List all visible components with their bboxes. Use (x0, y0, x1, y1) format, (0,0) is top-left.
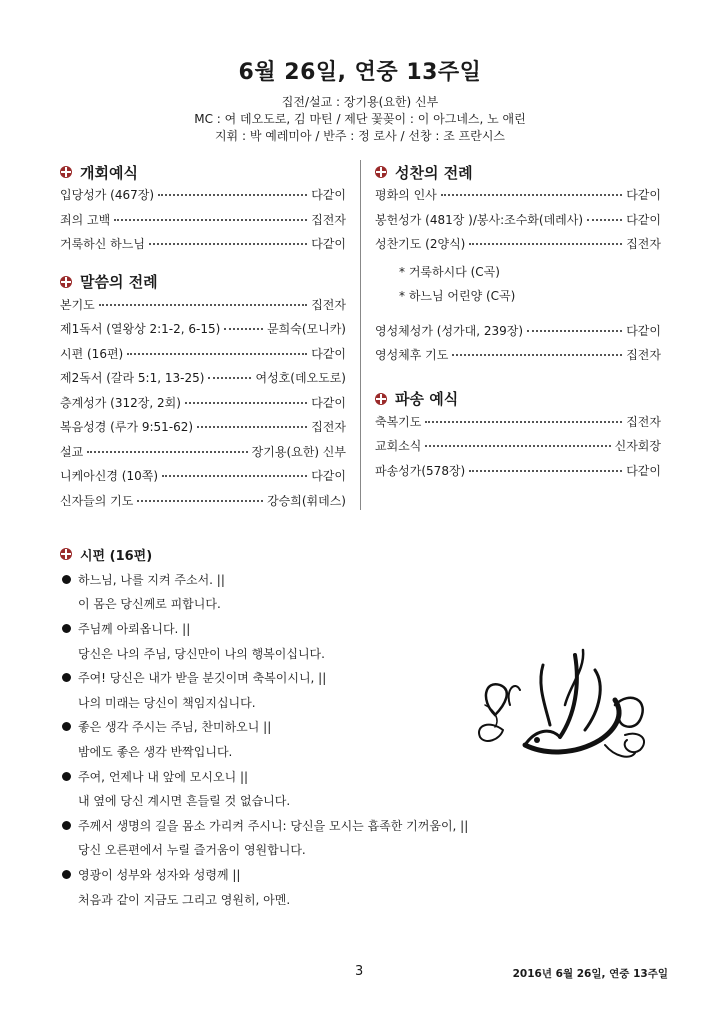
item-label: 시편 (16편) (60, 346, 124, 361)
leader-dots (158, 194, 307, 196)
leader-dots (127, 353, 307, 355)
order-item (375, 437, 661, 462)
item-who: 다같이 (626, 188, 661, 202)
item-who: 다같이 (626, 463, 661, 478)
sub-item: * 거룩하시다 (C곡) (399, 265, 500, 279)
item-who: 집전자 (311, 420, 346, 434)
item-label: 파송성가(578장) (375, 463, 466, 478)
item-who: 강승희(휘데스) (267, 493, 346, 508)
item-who: 집전자 (626, 348, 661, 362)
leader-dots (137, 500, 263, 502)
item-label: 층계성가 (312장, 2회) (60, 395, 181, 410)
verse-line: 내 옆에 당신 계시면 흔들릴 것 없습니다. (78, 794, 291, 809)
order-item (60, 394, 346, 419)
bullet-icon (62, 722, 71, 731)
order-item (60, 443, 346, 468)
item-who: 문희숙(모니카) (267, 322, 346, 336)
order-item (375, 235, 661, 260)
item-who: 집전자 (311, 212, 346, 227)
order-item (60, 186, 346, 211)
bullet-icon (62, 870, 71, 879)
verse-line: 영광이 성부와 성자와 성령께 || (60, 862, 660, 887)
verse-line: 주님께 아뢰옵니다. || (60, 616, 660, 641)
leader-dots (425, 445, 610, 447)
bullet-icon (62, 821, 71, 830)
credits (0, 94, 720, 145)
credit-line: 집전/설교 : 장기용(요한) 신부 (281, 95, 439, 109)
item-label: 죄의 고백 (60, 212, 111, 227)
bullet-icon (62, 673, 71, 682)
leader-dots (162, 475, 307, 477)
item-label: 제1독서 (열왕상 2:1-2, 6-15) (60, 322, 221, 336)
order-item (60, 211, 346, 236)
order-item (375, 462, 661, 487)
item-label: 니케아신경 (10쪽) (60, 469, 158, 483)
bullet-icon (62, 575, 71, 584)
cross-icon (60, 166, 72, 178)
item-who: 집전자 (626, 414, 661, 429)
leader-dots (452, 354, 622, 356)
order-item (60, 418, 346, 443)
page-title: 6월 26일, 연중 13주일 (238, 60, 482, 85)
section-heading-label: 개회예식 (80, 163, 138, 182)
verse-line: 이 몸은 당신께로 피합니다. (78, 597, 221, 612)
leader-dots (469, 470, 622, 472)
order-item (375, 211, 661, 236)
item-who: 집전자 (626, 237, 661, 251)
order-item (375, 322, 661, 347)
cross-icon (60, 276, 72, 288)
order-item (60, 492, 346, 517)
section-heading-psalm (60, 541, 660, 567)
cross-icon (375, 166, 387, 178)
verse-line: 하느님, 나를 지켜 주소서. || (60, 567, 660, 592)
order-item (375, 413, 661, 438)
order-item (60, 369, 346, 394)
item-label: 본기도 (60, 297, 95, 312)
verse-line: 주여, 언제나 내 앞에 모시오니 || (60, 764, 660, 789)
item-who: 다같이 (311, 346, 346, 361)
item-label: 신자들의 기도 (60, 493, 134, 508)
leader-dots (469, 243, 622, 245)
section-heading-label: 말씀의 전례 (80, 273, 158, 291)
column-divider (360, 160, 361, 510)
item-label: 봉헌성가 (481장 )/봉사:조수화(데레사) (375, 212, 584, 227)
verse-line: 주께서 생명의 길을 몸소 가리켜 주시니: 당신을 모시는 흡족한 기꺼움이, || (60, 813, 660, 838)
leader-dots (114, 219, 307, 221)
credit-line: 지휘 : 박 예레미아 / 반주 : 정 로사 / 선창 : 조 프란시스 (214, 129, 506, 143)
item-who: 다같이 (311, 395, 346, 410)
item-label: 복음성경 (루가 9:51-62) (60, 420, 194, 434)
item-label: 설교 (60, 444, 84, 459)
order-item (375, 186, 661, 211)
item-label: 입당성가 (467장) (60, 188, 155, 202)
item-who: 다같이 (626, 212, 661, 227)
item-label: 영성체후 기도 (375, 348, 449, 362)
cross-icon (375, 393, 387, 405)
item-who: 다같이 (311, 237, 346, 251)
item-label: 성찬기도 (2양식) (375, 237, 466, 251)
leader-dots (99, 304, 307, 306)
right-column (375, 158, 661, 486)
leader-dots (425, 421, 622, 423)
order-item (60, 296, 346, 321)
item-label: 거룩하신 하느님 (60, 237, 145, 251)
item-who: 장기용(요한) 신부 (251, 444, 346, 459)
order-item (60, 467, 346, 492)
item-who: 다같이 (626, 323, 661, 338)
footer-date: 2016년 6월 26일, 연중 13주일 (512, 968, 668, 980)
leader-dots (149, 243, 307, 245)
section-heading-dismissal (375, 385, 661, 413)
order-item (375, 346, 661, 371)
section-heading-eucharist (375, 158, 661, 186)
section-heading-label: 성찬의 전례 (395, 163, 473, 182)
order-item (60, 235, 346, 260)
verse-line: 밤에도 좋은 생각 반짝입니다. (78, 744, 233, 759)
credit-line: MC : 여 데오도로, 김 마틴 / 제단 꽃꽂이 : 이 아그네스, 노 애린 (194, 112, 526, 126)
verse-line: 처음과 같이 지금도 그리고 영원히, 아멘. (78, 892, 291, 907)
item-label: 제2독서 (갈라 5:1, 13-25) (60, 371, 205, 385)
item-who: 다같이 (311, 469, 346, 483)
item-who: 신자회장 (614, 439, 661, 453)
leader-dots (224, 328, 263, 330)
leader-dots (441, 194, 622, 196)
leader-dots (527, 330, 622, 332)
leader-dots (87, 451, 247, 453)
verse-line: 당신은 나의 주님, 당신만이 나의 행복이십니다. (78, 646, 325, 661)
section-heading-label: 시편 (16편) (80, 548, 153, 564)
verse-line: 나의 미래는 당신이 책임지십니다. (78, 695, 256, 710)
verse-line: 당신 오른편에서 누릴 즐거움이 영원합니다. (78, 843, 306, 858)
leader-dots (208, 377, 251, 379)
section-heading-opening (60, 158, 346, 186)
bullet-icon (62, 624, 71, 633)
item-who: 집전자 (311, 297, 346, 312)
cross-icon (60, 548, 72, 560)
verse-line: 주여! 당신은 내가 받을 분깃이며 축복이시니, || (60, 665, 660, 690)
leader-dots (185, 402, 307, 404)
order-item (60, 320, 346, 345)
item-label: 축복기도 (375, 414, 422, 429)
order-item (60, 345, 346, 370)
verse-line: 좋은 생각 주시는 주님, 찬미하오니 || (60, 715, 660, 740)
bullet-icon (62, 772, 71, 781)
leader-dots (197, 426, 307, 428)
page-number: 3 (355, 964, 364, 979)
item-label: 평화의 인사 (375, 188, 437, 202)
item-who: 다같이 (311, 188, 346, 202)
section-heading-word (60, 268, 346, 296)
dove-illustration (465, 645, 660, 775)
item-who: 여성호(데오도로) (255, 371, 346, 385)
leader-dots (587, 219, 622, 221)
item-label: 교회소식 (375, 439, 422, 453)
sub-item: * 하느님 어린양 (C곡) (399, 289, 516, 303)
item-label: 영성체성가 (성가대, 239장) (375, 323, 524, 338)
left-column (60, 158, 346, 516)
section-heading-label: 파송 예식 (395, 390, 459, 408)
